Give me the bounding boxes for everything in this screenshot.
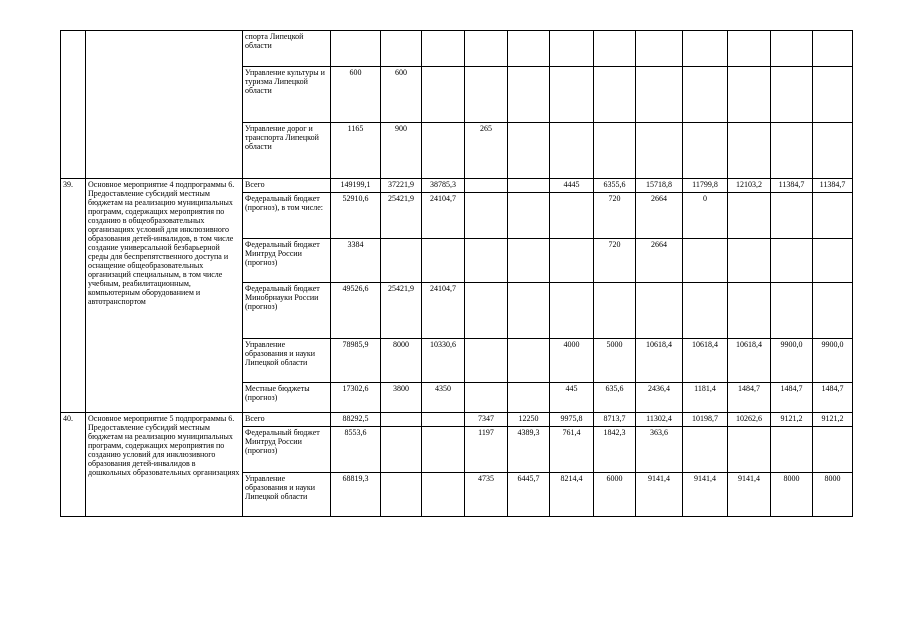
amount-cell: 7347 — [465, 413, 508, 427]
amount-cell: 149199,1 — [331, 179, 381, 193]
amount-cell: 1842,3 — [594, 427, 636, 473]
amount-cell: 0 — [683, 193, 728, 239]
amount-cell: 3384 — [331, 239, 381, 283]
amount-cell — [508, 193, 550, 239]
amount-cell: 88292,5 — [331, 413, 381, 427]
amount-cell: 2664 — [636, 239, 683, 283]
amount-cell: 9900,0 — [813, 339, 853, 383]
amount-cell — [381, 413, 422, 427]
amount-cell: 9141,4 — [728, 473, 771, 517]
amount-cell: 25421,9 — [381, 283, 422, 339]
amount-cell: 900 — [381, 123, 422, 179]
amount-cell — [465, 67, 508, 123]
amount-cell — [636, 31, 683, 67]
amount-cell: 761,4 — [550, 427, 594, 473]
amount-cell: 15718,8 — [636, 179, 683, 193]
amount-cell — [771, 283, 813, 339]
amount-cell: 720 — [594, 239, 636, 283]
amount-cell: 10618,4 — [728, 339, 771, 383]
amount-cell: 11799,8 — [683, 179, 728, 193]
amount-cell: 1484,7 — [771, 383, 813, 413]
amount-cell: 6445,7 — [508, 473, 550, 517]
amount-cell — [636, 67, 683, 123]
amount-cell: 1484,7 — [728, 383, 771, 413]
amount-cell — [381, 473, 422, 517]
budget-table — [60, 30, 853, 517]
amount-cell: 8553,6 — [331, 427, 381, 473]
amount-cell: 1484,7 — [813, 383, 853, 413]
amount-cell: 24104,7 — [422, 193, 465, 239]
amount-cell — [422, 413, 465, 427]
amount-cell: 10198,7 — [683, 413, 728, 427]
amount-cell — [813, 193, 853, 239]
amount-cell — [594, 283, 636, 339]
funding-source-cell: Управление культуры и туризма Липецкой области — [243, 67, 331, 123]
amount-cell — [465, 283, 508, 339]
amount-cell: 600 — [331, 67, 381, 123]
funding-source-cell: Федеральный бюджет (прогноз), в том числе: — [243, 193, 331, 239]
amount-cell — [728, 239, 771, 283]
amount-cell — [683, 31, 728, 67]
amount-cell: 363,6 — [636, 427, 683, 473]
amount-cell — [728, 193, 771, 239]
amount-cell — [813, 67, 853, 123]
row-number-cell: 40. — [61, 413, 86, 517]
amount-cell — [465, 31, 508, 67]
amount-cell — [771, 67, 813, 123]
amount-cell — [422, 67, 465, 123]
amount-cell — [508, 67, 550, 123]
funding-source-cell: Управление образования и науки Липецкой области — [243, 339, 331, 383]
amount-cell — [550, 283, 594, 339]
amount-cell: 4350 — [422, 383, 465, 413]
amount-cell: 10618,4 — [636, 339, 683, 383]
row-number-cell — [61, 31, 86, 179]
amount-cell: 10262,6 — [728, 413, 771, 427]
amount-cell — [683, 427, 728, 473]
amount-cell: 11384,7 — [771, 179, 813, 193]
measure-description-cell — [86, 31, 243, 179]
amount-cell — [508, 239, 550, 283]
amount-cell — [813, 283, 853, 339]
amount-cell: 9141,4 — [683, 473, 728, 517]
amount-cell — [728, 67, 771, 123]
amount-cell — [728, 427, 771, 473]
amount-cell: 4000 — [550, 339, 594, 383]
table-body — [61, 31, 853, 517]
amount-cell: 10618,4 — [683, 339, 728, 383]
funding-source-cell: Федеральный бюджет Минобрнауки России (прогноз) — [243, 283, 331, 339]
amount-cell: 6355,6 — [594, 179, 636, 193]
amount-cell: 635,6 — [594, 383, 636, 413]
amount-cell: 12103,2 — [728, 179, 771, 193]
amount-cell: 52910,6 — [331, 193, 381, 239]
amount-cell: 8000 — [813, 473, 853, 517]
amount-cell — [550, 239, 594, 283]
amount-cell: 8000 — [381, 339, 422, 383]
amount-cell: 8000 — [771, 473, 813, 517]
amount-cell: 600 — [381, 67, 422, 123]
amount-cell: 68819,3 — [331, 473, 381, 517]
amount-cell: 1197 — [465, 427, 508, 473]
row-number-cell: 39. — [61, 179, 86, 413]
amount-cell — [728, 31, 771, 67]
amount-cell — [813, 31, 853, 67]
funding-source-cell: Управление образования и науки Липецкой области — [243, 473, 331, 517]
amount-cell — [550, 193, 594, 239]
amount-cell — [683, 123, 728, 179]
amount-cell — [550, 67, 594, 123]
amount-cell — [508, 283, 550, 339]
amount-cell: 11384,7 — [813, 179, 853, 193]
amount-cell: 24104,7 — [422, 283, 465, 339]
amount-cell — [465, 383, 508, 413]
amount-cell — [422, 31, 465, 67]
amount-cell — [422, 427, 465, 473]
amount-cell: 9121,2 — [813, 413, 853, 427]
funding-source-cell: Федеральный бюджет Минтруд России (прогноз) — [243, 427, 331, 473]
funding-source-cell: Управление дорог и транспорта Липецкой области — [243, 123, 331, 179]
funding-source-cell: спорта Липецкой области — [243, 31, 331, 67]
amount-cell — [465, 193, 508, 239]
funding-source-cell: Всего — [243, 179, 331, 193]
amount-cell — [422, 473, 465, 517]
amount-cell — [422, 123, 465, 179]
table-row — [61, 179, 853, 193]
amount-cell: 17302,6 — [331, 383, 381, 413]
amount-cell: 78985,9 — [331, 339, 381, 383]
amount-cell: 25421,9 — [381, 193, 422, 239]
amount-cell — [813, 123, 853, 179]
amount-cell: 9975,8 — [550, 413, 594, 427]
amount-cell — [683, 283, 728, 339]
amount-cell — [683, 239, 728, 283]
amount-cell: 4445 — [550, 179, 594, 193]
amount-cell — [508, 31, 550, 67]
amount-cell: 265 — [465, 123, 508, 179]
amount-cell — [594, 31, 636, 67]
amount-cell: 1181,4 — [683, 383, 728, 413]
amount-cell — [771, 427, 813, 473]
amount-cell: 4389,3 — [508, 427, 550, 473]
amount-cell — [381, 427, 422, 473]
amount-cell — [381, 31, 422, 67]
amount-cell: 5000 — [594, 339, 636, 383]
amount-cell: 3800 — [381, 383, 422, 413]
amount-cell — [771, 31, 813, 67]
amount-cell — [508, 123, 550, 179]
amount-cell: 10330,6 — [422, 339, 465, 383]
amount-cell — [594, 67, 636, 123]
amount-cell — [636, 123, 683, 179]
table-row — [61, 31, 853, 67]
measure-description-cell: Основное мероприятие 4 подпрограммы 6. Предоставление субсидий местным бюджетам на реализацию муниципальных программ, содержащих мероприятия по созданию в общеобразовательных организациях условий для инклюзивного образования детей-инвалидов, в том числе создание универсальной безбарьерной среды для беспрепятственного доступа и оснащение общеобразовательных организаций специальным, в том числе учебным, реабилитационным, компьютерным оборудованием и автотранспортом — [86, 179, 243, 413]
amount-cell: 9141,4 — [636, 473, 683, 517]
amount-cell — [813, 239, 853, 283]
funding-source-cell: Всего — [243, 413, 331, 427]
amount-cell — [422, 239, 465, 283]
amount-cell — [771, 193, 813, 239]
amount-cell — [465, 179, 508, 193]
amount-cell: 8713,7 — [594, 413, 636, 427]
amount-cell: 445 — [550, 383, 594, 413]
amount-cell: 9121,2 — [771, 413, 813, 427]
amount-cell — [771, 239, 813, 283]
amount-cell — [636, 283, 683, 339]
amount-cell — [465, 239, 508, 283]
amount-cell — [771, 123, 813, 179]
amount-cell — [728, 123, 771, 179]
amount-cell — [331, 31, 381, 67]
amount-cell — [728, 283, 771, 339]
amount-cell: 4735 — [465, 473, 508, 517]
amount-cell — [550, 123, 594, 179]
funding-source-cell: Местные бюджеты (прогноз) — [243, 383, 331, 413]
amount-cell — [381, 239, 422, 283]
budget-table-sheet — [60, 30, 853, 517]
amount-cell — [813, 427, 853, 473]
amount-cell — [508, 383, 550, 413]
amount-cell — [508, 339, 550, 383]
amount-cell: 6000 — [594, 473, 636, 517]
table-row — [61, 413, 853, 427]
amount-cell: 9900,0 — [771, 339, 813, 383]
amount-cell: 2664 — [636, 193, 683, 239]
amount-cell: 49526,6 — [331, 283, 381, 339]
amount-cell: 2436,4 — [636, 383, 683, 413]
amount-cell: 37221,9 — [381, 179, 422, 193]
amount-cell — [594, 123, 636, 179]
measure-description-cell: Основное мероприятие 5 подпрограммы 6. Предоставление субсидий местным бюджетам на реализацию муниципальных программ, содержащих мероприятия по созданию условий для инклюзивного образования детей-инвалидов в дошкольных образовательных организациях — [86, 413, 243, 517]
amount-cell: 11302,4 — [636, 413, 683, 427]
amount-cell: 38785,3 — [422, 179, 465, 193]
amount-cell — [550, 31, 594, 67]
amount-cell — [683, 67, 728, 123]
amount-cell — [508, 179, 550, 193]
amount-cell: 8214,4 — [550, 473, 594, 517]
amount-cell: 720 — [594, 193, 636, 239]
amount-cell: 1165 — [331, 123, 381, 179]
amount-cell: 12250 — [508, 413, 550, 427]
amount-cell — [465, 339, 508, 383]
funding-source-cell: Федеральный бюджет Минтруд России (прогноз) — [243, 239, 331, 283]
